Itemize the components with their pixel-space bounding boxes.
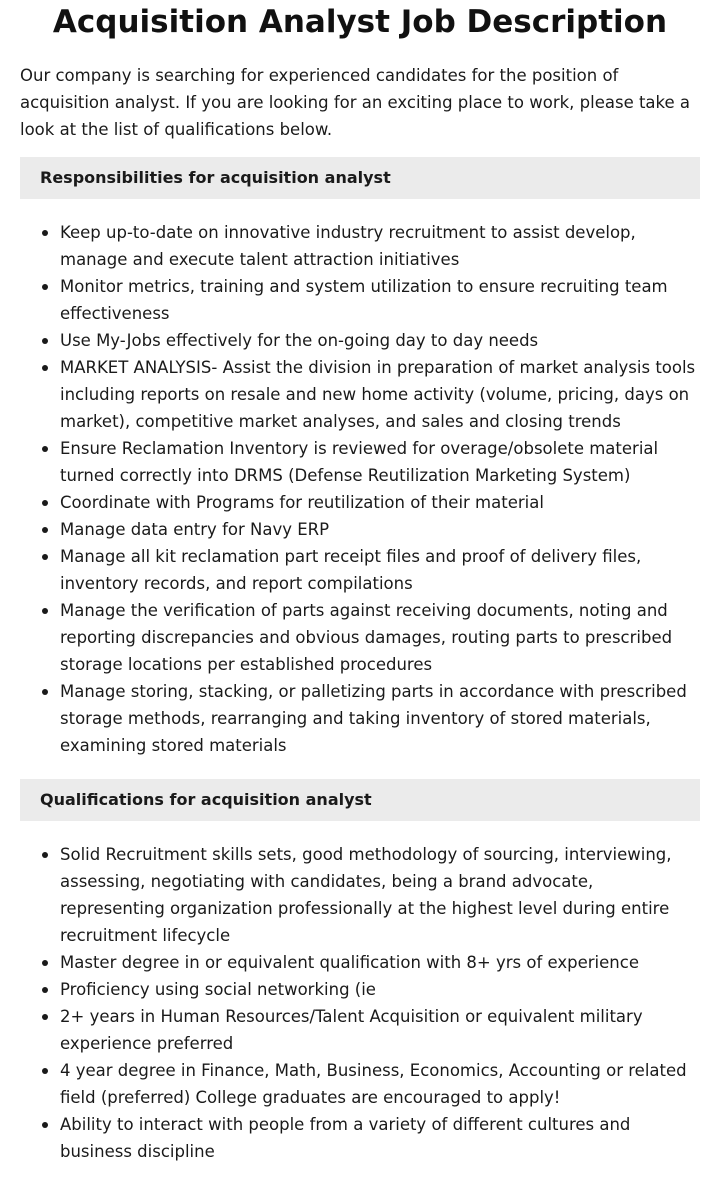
qualifications-heading: Qualifications for acquisition analyst (20, 779, 700, 821)
list-item: Coordinate with Programs for reutilization of their material (60, 489, 700, 516)
list-item: Solid Recruitment skills sets, good methodology of sourcing, interviewing, assessing, negotiating with candidates, being a brand advocate, representing organization professionally at the highest level during entire recruitment lifecycle (60, 841, 700, 949)
list-item: Monitor metrics, training and system utilization to ensure recruiting team effectiveness (60, 273, 700, 327)
list-item: Use My-Jobs effectively for the on-going day to day needs (60, 327, 700, 354)
list-item: Proficiency using social networking (ie (60, 976, 700, 1003)
responsibilities-heading: Responsibilities for acquisition analyst (20, 157, 700, 199)
list-item: Keep up-to-date on innovative industry recruitment to assist develop, manage and execute talent attraction initiatives (60, 219, 700, 273)
list-item: Manage data entry for Navy ERP (60, 516, 700, 543)
list-item: Ability to interact with people from a variety of different cultures and business discipline (60, 1111, 700, 1165)
list-item: 4 year degree in Finance, Math, Business, Economics, Accounting or related field (preferred) College graduates are encouraged to apply! (60, 1057, 700, 1111)
list-item: Manage all kit reclamation part receipt files and proof of delivery files, inventory records, and report compilations (60, 543, 700, 597)
list-item: Master degree in or equivalent qualification with 8+ yrs of experience (60, 949, 700, 976)
list-item: Ensure Reclamation Inventory is reviewed for overage/obsolete material turned correctly into DRMS (Defense Reutilization Marketing System) (60, 435, 700, 489)
list-item: 2+ years in Human Resources/Talent Acquisition or equivalent military experience preferred (60, 1003, 700, 1057)
intro-paragraph: Our company is searching for experienced candidates for the position of acquisition analyst. If you are looking for an exciting place to work, please take a look at the list of qualifications below. (20, 66, 691, 139)
page-title: Acquisition Analyst Job Description (52, 4, 668, 40)
list-item: MARKET ANALYSIS- Assist the division in preparation of market analysis tools including reports on resale and new home activity (volume, pricing, days on market), competitive market analyses, and sales and closing trends (60, 354, 700, 435)
list-item: Manage storing, stacking, or palletizing parts in accordance with prescribed storage methods, rearranging and taking inventory of stored materials, examining stored materials (60, 678, 700, 759)
list-item: Manage the verification of parts against receiving documents, noting and reporting discrepancies and obvious damages, routing parts to prescribed storage locations per established procedures (60, 597, 700, 678)
qualifications-list (20, 841, 700, 1165)
responsibilities-list (20, 219, 700, 759)
